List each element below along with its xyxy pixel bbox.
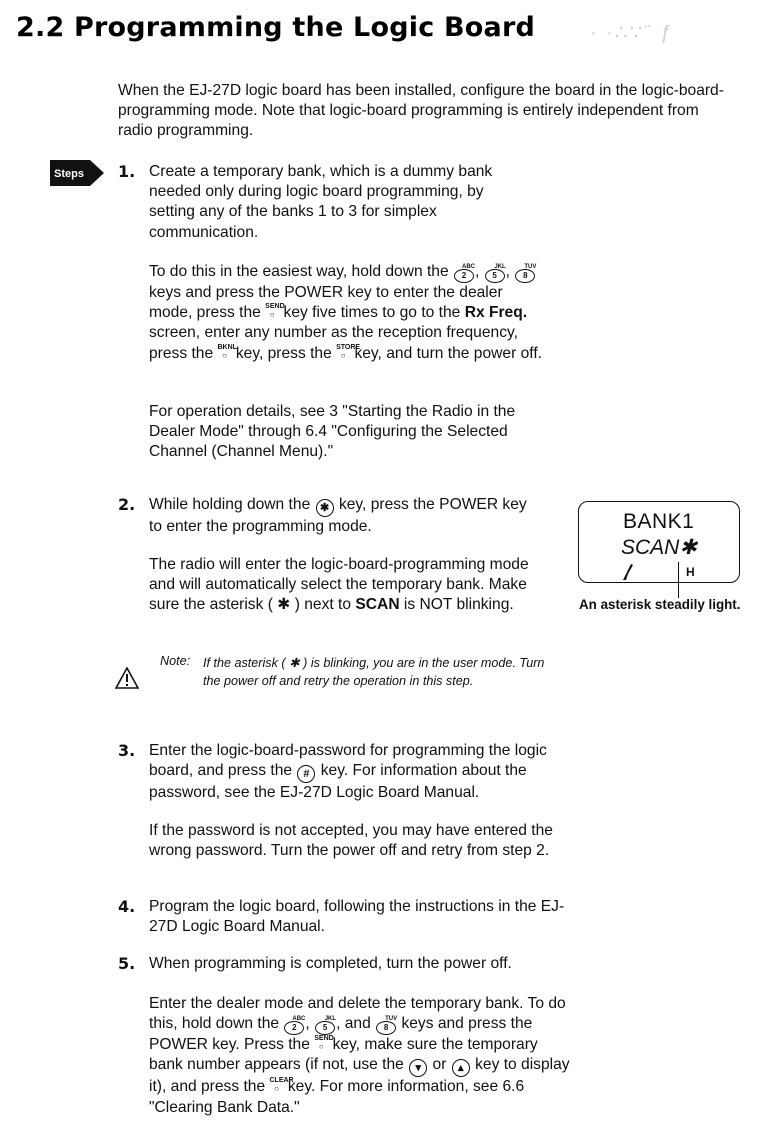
- key-8-icon: 8 TUV: [515, 269, 535, 283]
- step-3-paragraph-2: If the password is not accepted, you may have entered the wrong password. Turn the power off and retry from step 2.: [149, 822, 553, 860]
- step-5-paragraph-1: When programming is completed, turn the power off.: [149, 955, 512, 972]
- step-3-number: 3.: [118, 741, 136, 760]
- send-key-icon: SEND ○: [265, 303, 285, 320]
- page-title: 2.2 Programming the Logic Board: [16, 12, 535, 43]
- key-8-icon: 8 TUV: [376, 1021, 396, 1035]
- scan-smudge: · ·∴∵¨ ƒ: [590, 22, 674, 44]
- note-label: Note:: [160, 654, 191, 668]
- step-5-number: 5.: [118, 954, 136, 973]
- step-3-paragraph-1: Enter the logic-board-password for programming the logic board, and press the # key. For information about the password, see the EJ-27D Logic Board Manual.: [149, 742, 547, 802]
- key-2-icon: 2 ABC: [284, 1021, 304, 1035]
- lcd-scan-text: SCAN✱: [621, 536, 697, 559]
- star-key-icon: ✱: [316, 499, 334, 517]
- step-2-paragraph-1: While holding down the ✱ key, press the POWER key to enter the programming mode.: [149, 496, 527, 535]
- antenna-icon: [619, 562, 635, 580]
- hash-key-icon: #: [297, 765, 315, 783]
- key-5-icon: 5 JKL: [315, 1021, 335, 1035]
- send-key-icon: SEND ○: [314, 1035, 334, 1052]
- down-key-icon: ▾: [409, 1059, 427, 1077]
- steps-arrow-icon: [50, 160, 104, 186]
- steps-badge-label: Steps: [54, 168, 84, 180]
- key-5-icon: 5 JKL: [485, 269, 505, 283]
- bknl-key-icon: BKNL ○: [217, 343, 237, 360]
- step-2-number: 2.: [118, 495, 136, 514]
- intro-paragraph: When the EJ-27D logic board has been installed, configure the board in the logic-board-programming mode. Note that logic-board programming is entirely independent from radio programming.: [118, 82, 724, 140]
- clear-key-icon: CLEAR ○: [269, 1077, 294, 1094]
- step-1-paragraph-3: For operation details, see 3 "Starting the Radio in the Dealer Mode" through 6.4 "Configuring the Selected Channel (Channel Menu).": [149, 403, 516, 461]
- lcd-bank-text: BANK1: [623, 510, 695, 533]
- step-4-number: 4.: [118, 897, 136, 916]
- lcd-divider: [678, 562, 679, 598]
- warning-icon: [115, 667, 139, 689]
- step-1-paragraph-1: Create a temporary bank, which is a dummy bank needed only during logic board programming, by setting any of the banks 1 to 3 for simplex communication.: [149, 163, 493, 241]
- step-1-paragraph-2: To do this in the easiest way, hold down the 2 ABC , 5 JKL , 8 TUV keys and press the POWER key to enter the dealer mode, press the SEND ○ key five times to go to the Rx Freq. screen, enter any number as the reception frequency, press the BKNL ○ key, press the STORE ○ key, and turn the power off.: [149, 263, 542, 362]
- lcd-caption: An asterisk steadily light.: [579, 597, 741, 612]
- note-text: If the asterisk ( ✱ ) is blinking, you are in the user mode. Turn the power off and retry the operation in this step.: [203, 656, 545, 688]
- step-1-number: 1.: [118, 162, 136, 181]
- lcd-h-indicator: H: [686, 565, 695, 579]
- step-2-paragraph-2: The radio will enter the logic-board-programming mode and will automatically select the temporary bank. Make sure the asterisk ( ✱ ) next to SCAN is NOT blinking.: [149, 556, 529, 614]
- asterisk-glyph: ✱: [277, 596, 291, 614]
- lcd-display: [578, 501, 740, 583]
- store-key-icon: STORE ○: [336, 343, 361, 360]
- key-2-icon: 2 ABC: [454, 269, 474, 283]
- step-4-paragraph-1: Program the logic board, following the instructions in the EJ-27D Logic Board Manual.: [149, 898, 565, 936]
- step-5-paragraph-2: Enter the dealer mode and delete the temporary bank. To do this, hold down the 2 ABC , 5 JKL , and 8 TUV keys and press the POWER key. Press the SEND ○ key, make sure the temporary bank number appears (if not, use the ▾ or ▴ key to display it), and press the CLEAR ○ key. For more information, see 6.6 "Clearing Bank Data.": [149, 995, 570, 1116]
- up-key-icon: ▴: [452, 1059, 470, 1077]
